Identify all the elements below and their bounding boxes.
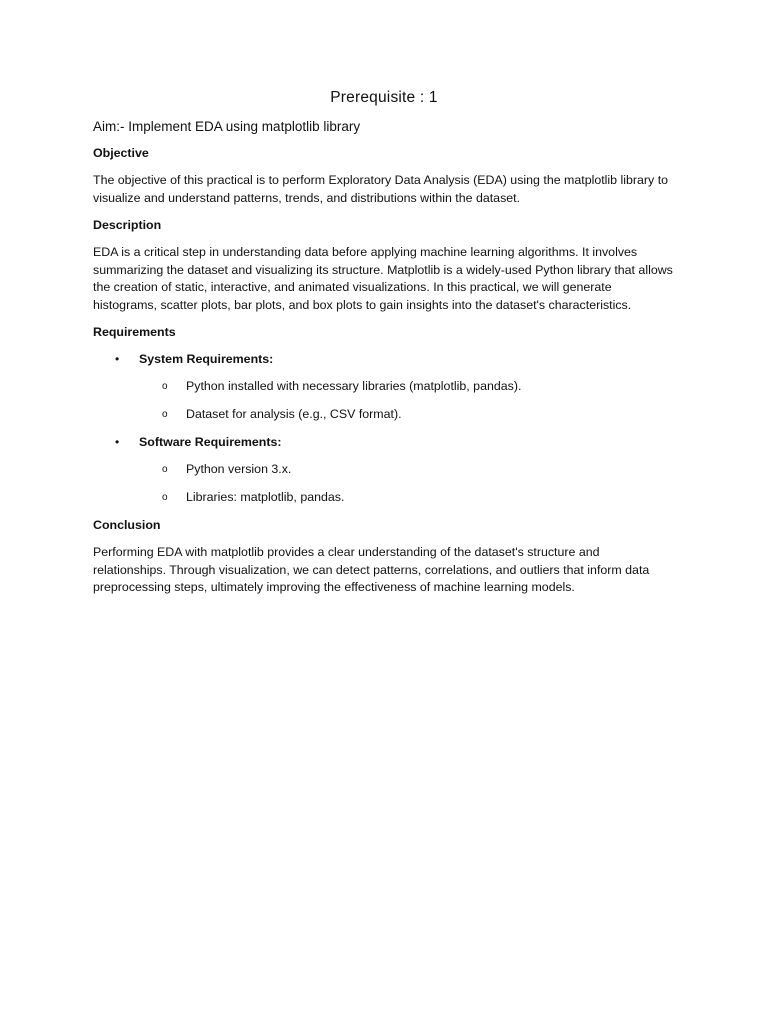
objective-heading: Objective bbox=[93, 146, 149, 160]
bullet-icon: • bbox=[115, 435, 120, 449]
list-item bbox=[93, 378, 675, 395]
requirements-heading: Requirements bbox=[93, 325, 176, 339]
conclusion-heading: Conclusion bbox=[93, 518, 161, 532]
list-item-text: Libraries: matplotlib, pandas. bbox=[186, 490, 345, 504]
list-item bbox=[93, 489, 675, 506]
requirements-group-system bbox=[93, 351, 675, 368]
bullet-icon: • bbox=[115, 352, 120, 366]
list-item-text: Python version 3.x. bbox=[186, 462, 292, 476]
description-text: EDA is a critical step in understanding data before applying machine learning algorithms. It involves summarizing the dataset and visualizing its structure. Matplotlib is a widely-used Python library that allows the creation of static, interactive, and animated visualizations. In this practical, we will generate histograms, scatter plots, bar plots, and box plots to gain insights into the dataset's characteristics. bbox=[93, 245, 673, 312]
list-item-text: Dataset for analysis (e.g., CSV format). bbox=[186, 407, 402, 421]
group-label: Software Requirements: bbox=[139, 435, 282, 449]
requirements-group-software bbox=[93, 434, 675, 451]
circle-bullet-icon: o bbox=[162, 492, 168, 503]
list-item bbox=[93, 406, 675, 423]
circle-bullet-icon: o bbox=[162, 409, 168, 420]
objective-text: The objective of this practical is to perform Exploratory Data Analysis (EDA) using the matplotlib library to visualize and understand patterns, trends, and distributions within the dataset. bbox=[93, 173, 669, 205]
circle-bullet-icon: o bbox=[162, 381, 168, 392]
document-content bbox=[93, 88, 675, 607]
circle-bullet-icon: o bbox=[162, 464, 168, 475]
document-title: Prerequisite : 1 bbox=[330, 89, 438, 106]
description-heading: Description bbox=[93, 218, 162, 232]
list-item bbox=[93, 461, 675, 478]
aim-statement: Aim:- Implement EDA using matplotlib library bbox=[93, 119, 361, 134]
group-label: System Requirements: bbox=[139, 352, 274, 366]
conclusion-text: Performing EDA with matplotlib provides a clear understanding of the dataset's structure and relationships. Through visualization, we can detect patterns, correlations, and outliers that inform data preprocessing steps, ultimately improving the effectiveness of machine learning models. bbox=[93, 545, 650, 594]
list-item-text: Python installed with necessary libraries (matplotlib, pandas). bbox=[186, 379, 522, 393]
